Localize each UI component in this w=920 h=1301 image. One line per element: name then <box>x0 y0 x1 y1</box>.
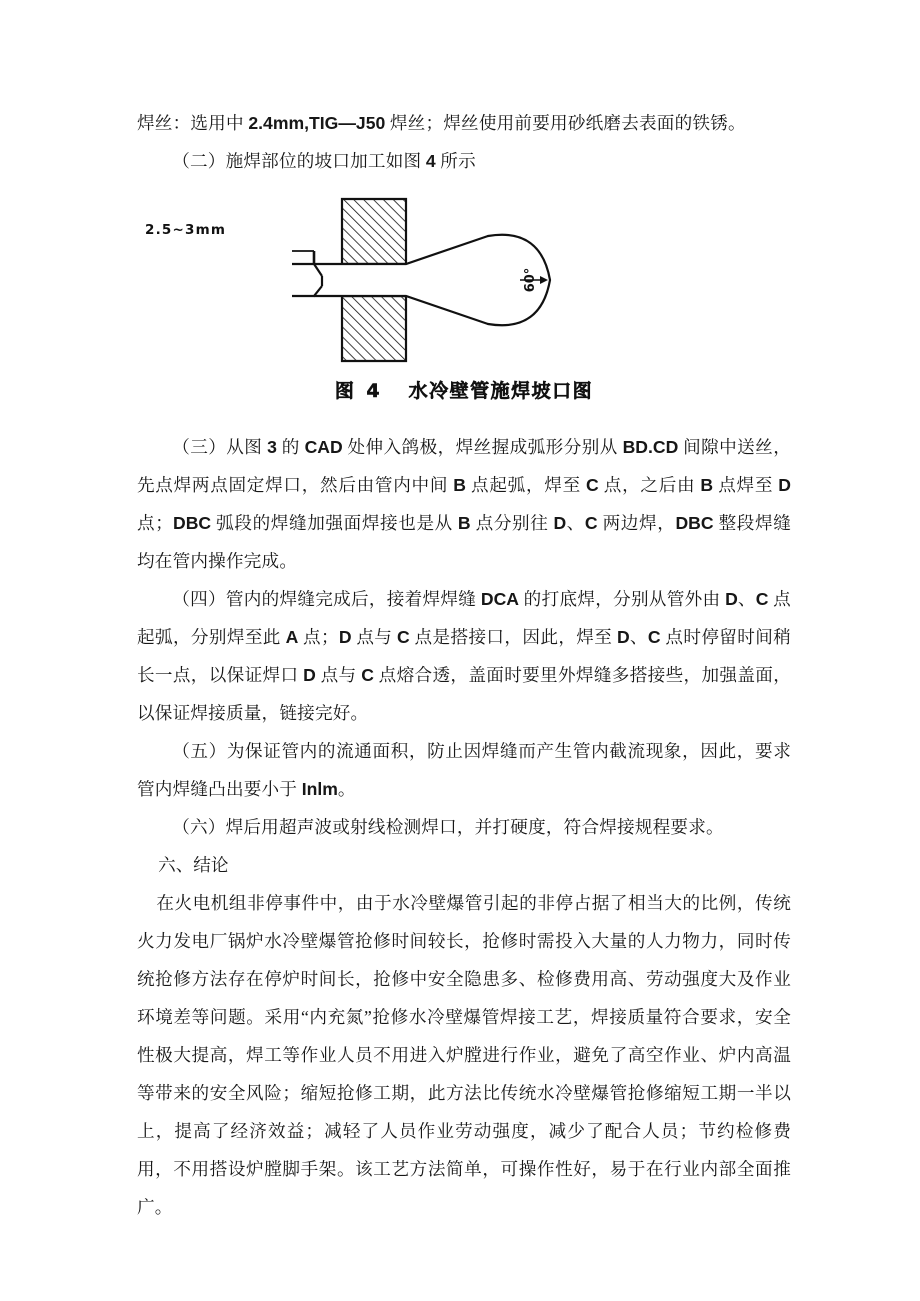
text-run: 弧段的焊缝加强面焊接也是从 <box>211 513 458 533</box>
item-two-prefix: （二）施焊部位的坡口加工如图 <box>172 151 426 171</box>
text-run: 点起弧，分别焊至此 <box>137 589 791 647</box>
emphasis-run: B <box>457 513 471 533</box>
wire-spec-prefix: 焊丝：选用中 <box>137 113 249 133</box>
paragraph-item-three <box>137 428 791 580</box>
paragraph-item-five <box>137 732 791 808</box>
item-two-suffix: 所示 <box>435 151 476 171</box>
text-run: 、 <box>629 627 648 647</box>
text-run: 间隙中送丝，先点焊两点固定焊口，然后由管内中间 <box>137 437 791 495</box>
text-run: 、 <box>566 513 585 533</box>
figure-4-caption-number: 图 4 <box>334 380 383 402</box>
emphasis-run: D <box>553 513 567 533</box>
text-run: （五）为保证管内的流通面积，防止因焊缝而产生管内截流现象，因此，要求管内焊缝凸出要小于 <box>137 741 791 799</box>
paragraph-item-four <box>137 580 791 732</box>
emphasis-run: DCA <box>480 589 519 609</box>
emphasis-run: D <box>778 475 791 495</box>
text-run: 点起弧，焊至 <box>465 475 586 495</box>
emphasis-run: BD.CD <box>622 437 679 457</box>
weld-groove-diagram-svg <box>292 188 692 374</box>
emphasis-run: D <box>303 665 316 685</box>
emphasis-run: B <box>700 475 714 495</box>
emphasis-run: DBC <box>675 513 714 533</box>
lower-wall-block <box>342 296 406 361</box>
wire-spec-value: 2.4mm,TIG—J50 <box>248 113 386 133</box>
text-run: 点； <box>137 513 174 533</box>
emphasis-run: CAD <box>304 437 343 457</box>
emphasis-run: A <box>285 627 299 647</box>
figure-angle-label: 60° <box>523 267 538 293</box>
emphasis-run: C <box>584 513 598 533</box>
text-run: 在火电机组非停事件中，由于水冷壁爆管引起的非停占据了相当大的比例，传统火力发电厂锅炉水冷壁爆管抢修时间较长，抢修时需投入大量的人力物力，同时传统抢修方法存在停炉时间长，抢修中安全隐患多、检修费用高、劳动强度大及作业环境差等问题。采用“内充氮”抢修水冷壁爆管焊接工艺，焊接质量符合要求，安全性极大提高，焊工等作业人员不用进入炉膛进行作业，避免了高空作业、炉内高温等带来的安全风险；缩短抢修工期，此方法比传统水冷壁爆管抢修缩短工期一半以上，提高了经济效益；减轻了人员作业劳动强度，减少了配合人员；节约检修费用，不用搭设炉膛脚手架。该工艺方法简单，可操作性好，易于在行业内部全面推广。 <box>137 893 791 1217</box>
emphasis-run: 3 <box>267 437 277 457</box>
text-run: 整段焊缝均在管内操作完成。 <box>137 513 792 571</box>
text-run: 点熔合透，盖面时要里外焊缝多搭接些，加强盖面，以保证焊接质量，链接完好。 <box>137 665 791 723</box>
text-run: 点分别往 <box>470 513 554 533</box>
text-run: 点； <box>298 627 339 647</box>
emphasis-run: D <box>617 627 630 647</box>
text-run: 点时停留时间稍长一点，以保证焊口 <box>137 627 792 685</box>
emphasis-run: C <box>397 627 410 647</box>
text-run: 的 <box>276 437 305 457</box>
figure-4 <box>137 180 791 428</box>
text-run: 的打底焊，分别从管外由 <box>519 589 726 609</box>
paragraph-conclusion <box>137 884 791 1226</box>
text-run: 两边焊， <box>597 513 676 533</box>
text-run: （六）焊后用超声波或射线检测焊口，并打硬度，符合焊接规程要求。 <box>172 817 724 837</box>
text-run: （三）从图 <box>172 437 268 457</box>
groove-profile <box>292 235 550 325</box>
upper-wall-block <box>342 199 406 264</box>
emphasis-run: D <box>725 589 738 609</box>
section-heading-conclusion: 六、结论 <box>158 855 229 875</box>
emphasis-run: C <box>755 589 769 609</box>
text-run: 点与 <box>351 627 398 647</box>
text-run: （四）管内的焊缝完成后，接着焊焊缝 <box>172 589 481 609</box>
text-run: 、 <box>737 589 756 609</box>
text-run: 点与 <box>315 665 362 685</box>
item-two-figure-number: 4 <box>425 151 436 171</box>
text-run: 。 <box>337 779 356 799</box>
paragraph-item-two <box>137 142 791 180</box>
text-run: 点焊至 <box>713 475 779 495</box>
paragraph-item-six <box>137 808 791 846</box>
text-run: 点是搭接口，因此，焊至 <box>409 627 618 647</box>
emphasis-run: Inlm <box>301 779 338 799</box>
emphasis-run: C <box>361 665 374 685</box>
text-run: 处伸入鸽极，焊丝握成弧形分别从 <box>342 437 623 457</box>
emphasis-run: C <box>647 627 661 647</box>
figure-gap-label: 2.5~3mm <box>145 222 227 238</box>
page-content <box>137 104 791 1226</box>
body-paragraphs <box>137 428 791 846</box>
paragraph-wire-spec <box>137 104 791 142</box>
dimension-leader-left <box>292 251 314 265</box>
emphasis-run: DBC <box>173 513 212 533</box>
figure-4-caption <box>137 376 791 403</box>
text-run: 点，之后由 <box>598 475 701 495</box>
figure-4-drawing <box>292 188 692 374</box>
emphasis-run: C <box>585 475 599 495</box>
wire-spec-suffix: 焊丝；焊丝使用前要用砂纸磨去表面的铁锈。 <box>385 113 746 133</box>
emphasis-run: B <box>453 475 466 495</box>
emphasis-run: D <box>338 627 352 647</box>
figure-4-caption-title: 水冷壁管施焊坡口图 <box>408 380 594 402</box>
